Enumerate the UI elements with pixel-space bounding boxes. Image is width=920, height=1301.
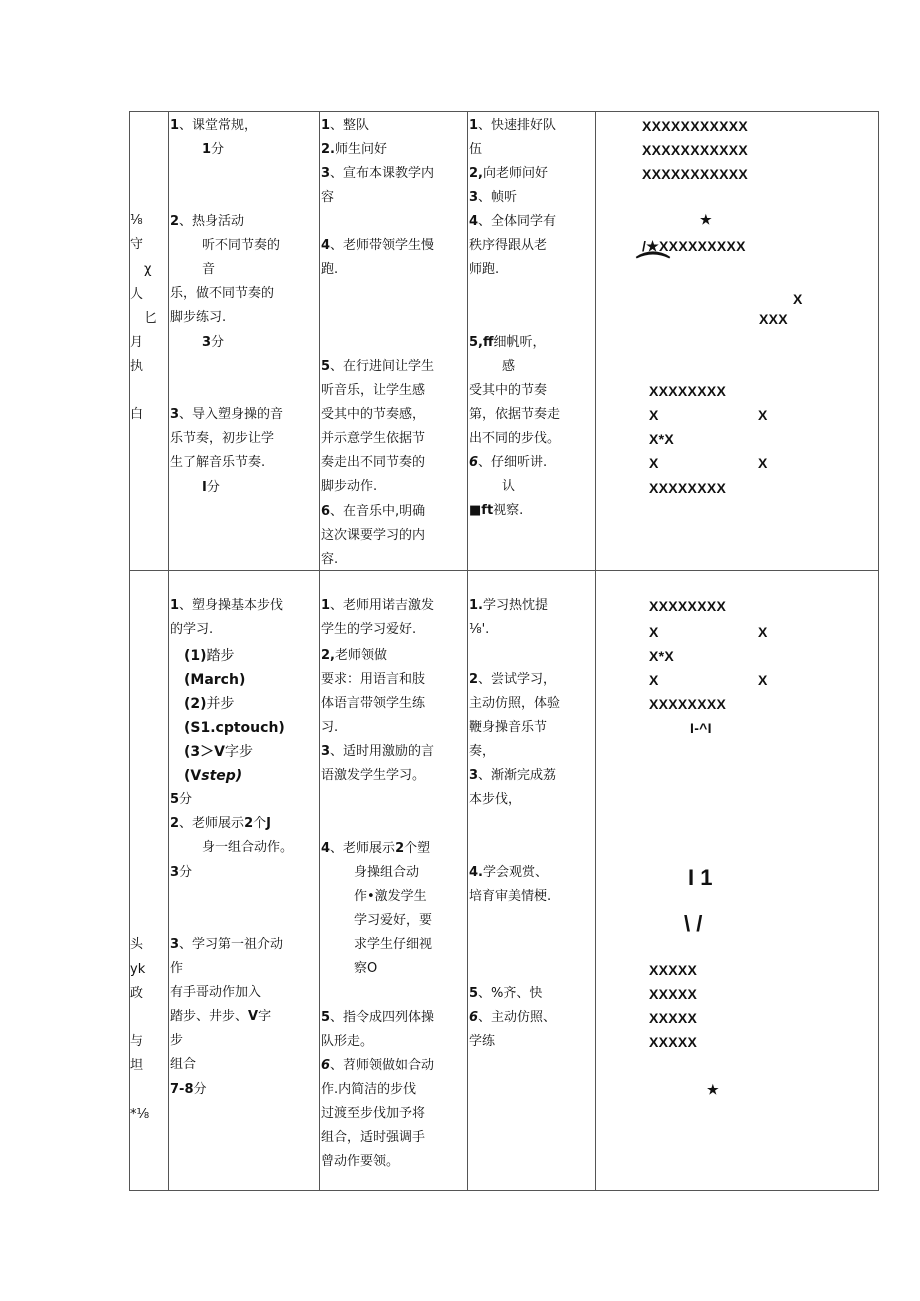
- teacher-line: 1、整队: [321, 118, 370, 133]
- content-line: (S1.cptouch): [184, 720, 285, 736]
- content-line: 乐，做不同节奏的: [170, 286, 275, 301]
- formation-mark: X*X: [649, 648, 675, 664]
- formation-row: XXXXXXXX: [649, 696, 727, 712]
- table-right-border: [878, 111, 879, 1191]
- teacher-line: 这次课要学习的内: [321, 528, 426, 543]
- content-line: 生了解音乐节奏.: [170, 455, 266, 470]
- formation-mark: X: [793, 291, 803, 307]
- teacher-star-icon: ★: [700, 212, 712, 227]
- student-line: 5、%齐、快: [469, 986, 543, 1001]
- content-line: 听不同节奏的: [202, 238, 281, 253]
- row-divider: [129, 570, 879, 571]
- column-divider: [595, 111, 596, 1191]
- side-label: 与: [130, 1034, 144, 1049]
- teacher-line: 求学生仔细视: [354, 937, 433, 952]
- student-line: 4、全体同学有: [469, 214, 557, 229]
- arc-icon: ⌒: [636, 251, 670, 289]
- teacher-line: 要求：用语言和肢: [321, 672, 426, 687]
- formation-mark: X*X: [649, 431, 675, 447]
- student-line: 6、主动仿照、: [469, 1010, 557, 1025]
- teacher-line: 4、老师展示2个塑: [321, 841, 431, 856]
- formation-row: XXXXX: [649, 986, 698, 1002]
- teacher-line: 容.: [321, 552, 339, 567]
- formation-mark: I-^I: [690, 720, 712, 736]
- student-line: 鞭身操音乐节: [469, 720, 548, 735]
- side-label: χ: [144, 262, 152, 277]
- side-label: 人: [130, 287, 144, 302]
- formation-mark: X: [649, 672, 659, 688]
- teacher-line: 容: [321, 190, 335, 205]
- teacher-line: 4、老师带领学生慢: [321, 238, 435, 253]
- student-line: 1.学习热忱提: [469, 598, 548, 613]
- content-line: 脚步练习.: [170, 310, 227, 325]
- formation-row: /★XXXXXXXXX: [642, 238, 746, 254]
- teacher-line: 学生的学习爱好.: [321, 622, 417, 637]
- side-label: yk: [130, 962, 146, 977]
- content-line: 步: [170, 1033, 184, 1048]
- student-line: 师跑.: [469, 262, 500, 277]
- teacher-line: 3、适时用激励的言: [321, 744, 435, 759]
- student-line: ■ft视察.: [469, 503, 524, 518]
- student-line: 感: [502, 359, 516, 374]
- content-line: (1)踏步: [184, 648, 235, 664]
- student-line: 伍: [469, 142, 483, 157]
- content-line: 3分: [170, 865, 193, 880]
- side-label: 白: [130, 407, 144, 422]
- side-label: 匕: [144, 311, 158, 326]
- teacher-line: 曾动作要领。: [321, 1154, 400, 1169]
- teacher-line: 跑.: [321, 262, 339, 277]
- content-line: (March): [184, 672, 246, 688]
- table-left-border: [129, 111, 130, 1191]
- student-line: 受其中的节奏: [469, 383, 548, 398]
- student-line: 出不同的步伐。: [469, 431, 561, 446]
- teacher-line: 5、在行进间让学生: [321, 359, 435, 374]
- teacher-line: 学习爱好，要: [354, 913, 433, 928]
- student-line: 5,ff细帆听，: [469, 335, 546, 350]
- content-line: 有手哥动作加入: [170, 985, 262, 1000]
- side-label: 执: [130, 359, 144, 374]
- teacher-line: 1、老师用诺吉激发: [321, 598, 435, 613]
- content-line: (Vstep): [184, 768, 243, 784]
- teacher-line: 并示意学生依据节: [321, 431, 426, 446]
- teacher-line: 作•激发学生: [354, 889, 427, 904]
- content-line: 音: [202, 262, 216, 277]
- content-line: 3分: [202, 335, 225, 350]
- lesson-plan-table: [129, 111, 879, 1191]
- student-line: 6、仔细听讲.: [469, 455, 548, 470]
- formation-mark: X: [649, 455, 659, 471]
- content-line: 组合: [170, 1057, 197, 1072]
- teacher-line: 察O: [354, 961, 378, 976]
- formation-mark: \ /: [684, 911, 703, 936]
- student-line: ⅛'.: [469, 622, 490, 637]
- formation-row: XXXXXXXX: [649, 383, 727, 399]
- teacher-line: 身操组合动: [354, 865, 420, 880]
- formation-row: XXXXXXXX: [649, 598, 727, 614]
- content-line: 1分: [202, 142, 225, 157]
- formation-mark: I 1: [688, 865, 713, 890]
- content-line: 1、课堂常规，: [170, 118, 258, 133]
- formation-row: XXXXXXXX: [649, 480, 727, 496]
- side-label: 头: [130, 937, 144, 952]
- formation-mark: X: [758, 455, 768, 471]
- formation-mark: XXX: [759, 311, 788, 327]
- student-line: 2、尝试学习，: [469, 672, 557, 687]
- teacher-line: 过渡至步伐加予将: [321, 1106, 426, 1121]
- student-line: 培育审美情梗.: [469, 889, 552, 904]
- formation-mark: X: [649, 624, 659, 640]
- teacher-line: 脚步动作.: [321, 479, 378, 494]
- student-line: 本步伐，: [469, 792, 522, 807]
- student-line: 奏，: [469, 744, 496, 759]
- formation-row: XXXXX: [649, 962, 698, 978]
- teacher-line: 受其中的节奏感，: [321, 407, 426, 422]
- teacher-line: 队形走。: [321, 1034, 374, 1049]
- teacher-line: 6、在音乐中,明确: [321, 504, 426, 519]
- formation-row: XXXXXXXXXXX: [642, 142, 749, 158]
- student-line: 4.学会观赏、: [469, 865, 548, 880]
- side-label: 月: [130, 335, 144, 350]
- student-line: 3、帧听: [469, 190, 518, 205]
- side-label: *⅛: [130, 1107, 150, 1122]
- table-top-border: [129, 111, 879, 112]
- teacher-line: 奏走出不同节奏的: [321, 455, 426, 470]
- student-line: 学练: [469, 1034, 496, 1049]
- content-line: 作: [170, 961, 184, 976]
- column-divider: [319, 111, 320, 1191]
- content-line: 3、导入塑身操的音: [170, 407, 284, 422]
- content-line: 1、塑身操基本步伐: [170, 598, 284, 613]
- teacher-line: 3、宣布本课教学内: [321, 166, 435, 181]
- content-line: 5分: [170, 792, 193, 807]
- formation-mark: X: [758, 624, 768, 640]
- student-line: 2,向老师问好: [469, 166, 548, 181]
- content-line: 3、学习第一祖介动: [170, 937, 284, 952]
- side-label: 坦: [130, 1058, 144, 1073]
- student-line: 第，依据节奏走: [469, 407, 561, 422]
- student-line: 1、快速排好队: [469, 118, 557, 133]
- student-line: 认: [502, 479, 516, 494]
- teacher-line: 2,老师领做: [321, 648, 387, 663]
- formation-row: XXXXX: [649, 1010, 698, 1026]
- teacher-line: 5、指令成四列体操: [321, 1010, 435, 1025]
- formation-row: XXXXX: [649, 1034, 698, 1050]
- formation-row: XXXXXXXXXXX: [642, 166, 749, 182]
- teacher-line: 习.: [321, 720, 339, 735]
- content-line: 踏步、井步、V字: [170, 1009, 272, 1024]
- content-line: 的学习.: [170, 622, 214, 637]
- teacher-line: 6、苕师领做如合动: [321, 1058, 435, 1073]
- teacher-line: 体语言带领学生练: [321, 696, 426, 711]
- teacher-line: 2.师生问好: [321, 142, 387, 157]
- teacher-line: 作.内简洁的步伐: [321, 1082, 417, 1097]
- formation-mark: X: [649, 407, 659, 423]
- content-line: 身一组合动作。: [202, 840, 294, 855]
- formation-mark: X: [758, 407, 768, 423]
- content-line: (3＞V字步: [184, 744, 253, 760]
- teacher-line: 听音乐，让学生感: [321, 383, 426, 398]
- teacher-star-icon: ★: [707, 1082, 719, 1097]
- formation-mark: X: [758, 672, 768, 688]
- teacher-line: 语激发学生学习。: [321, 768, 426, 783]
- content-line: 2、热身活动: [170, 214, 245, 229]
- student-line: 秩序得跟从老: [469, 238, 548, 253]
- table-bottom-border: [129, 1190, 879, 1191]
- content-line: 2、老师展示2个J: [170, 816, 271, 831]
- column-divider: [467, 111, 468, 1191]
- student-line: 主动仿照，体验: [469, 696, 561, 711]
- formation-row: XXXXXXXXXXX: [642, 118, 749, 134]
- side-label: 政: [130, 986, 144, 1001]
- teacher-line: 组合，适时强调手: [321, 1130, 426, 1145]
- side-label: ⅛: [130, 213, 143, 228]
- student-line: 3、渐渐完成荔: [469, 768, 557, 783]
- content-line: (2)并步: [184, 696, 235, 712]
- side-label: 守: [130, 237, 144, 252]
- content-line: I分: [202, 480, 220, 495]
- content-line: 乐节奏，初步让学: [170, 431, 275, 446]
- content-line: 7-8分: [170, 1082, 207, 1097]
- column-divider: [168, 111, 169, 1191]
